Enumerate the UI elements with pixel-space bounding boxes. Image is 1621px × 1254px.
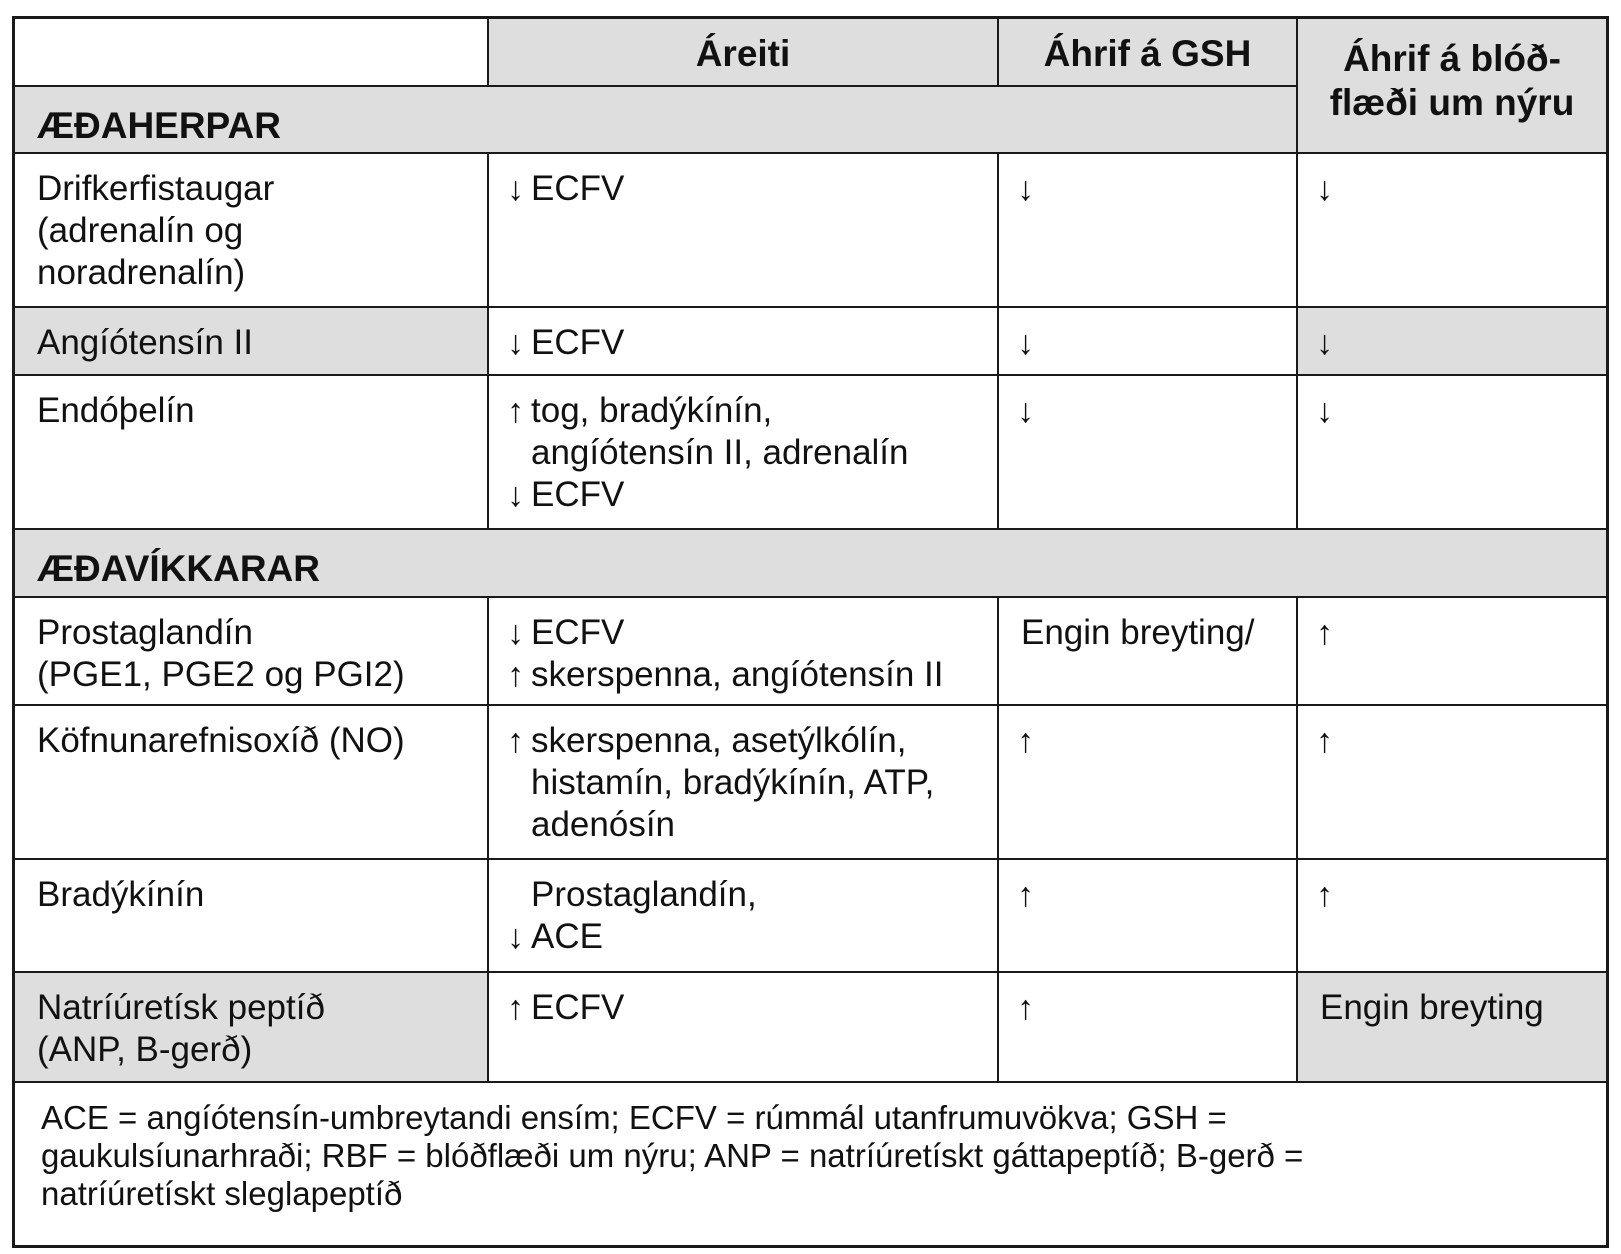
row-endothelin-rbf (1298, 376, 1606, 530)
row-angiotensin-name (15, 308, 489, 376)
section-vasoconstrictors: ÆÐAHERPAR (15, 87, 1298, 154)
up-arrow-icon: ↑ (1017, 722, 1034, 760)
stimulus-text: ECFV (531, 323, 625, 362)
row-nitric-oxide-stimulus (489, 706, 999, 860)
down-arrow-icon: ↓ (1316, 170, 1333, 208)
row-angiotensin-rbf (1298, 308, 1606, 376)
header-rbf-line2: flæði um nýru (1329, 82, 1575, 123)
header-empty-cell (15, 19, 489, 87)
stimulus-text: adenósín (531, 805, 676, 844)
row-nitric-oxide-gfr (999, 706, 1298, 860)
name-line: Prostaglandín (37, 613, 253, 652)
header-stimulus: Áreiti (489, 19, 999, 87)
stimulus-text: Prostaglandín, (531, 875, 757, 914)
row-bradykinin-name (15, 860, 489, 973)
name-line: Angíótensín II (37, 323, 253, 362)
name-line: Drifkerfistaugar (37, 169, 275, 208)
header-rbf-line1: Áhrif á blóð- (1343, 38, 1561, 79)
up-arrow-icon: ↑ (1316, 722, 1333, 760)
stimulus-text: tog, bradýkínín, (531, 391, 773, 430)
stimulus-text: skerspenna, angíótensín II (531, 655, 944, 694)
header-rbf-effect (1298, 19, 1606, 154)
up-arrow-icon: ↑ (1316, 876, 1333, 914)
row-sympathetic-stimulus (489, 154, 999, 308)
up-arrow-icon: ↑ (507, 392, 524, 430)
row-angiotensin-stimulus (489, 308, 999, 376)
stimulus-text: ECFV (531, 613, 625, 652)
table-grid (15, 19, 1606, 1083)
row-nitric-oxide-name (15, 706, 489, 860)
down-arrow-icon: ↓ (507, 614, 524, 652)
name-line: (adrenalín og (37, 211, 244, 250)
row-sympathetic-name (15, 154, 489, 308)
down-arrow-icon: ↓ (507, 476, 524, 514)
section-vasodilators: ÆÐAVÍKKARAR (15, 530, 1606, 598)
row-prostaglandin-name (15, 598, 489, 706)
up-arrow-icon: ↑ (507, 722, 524, 760)
stimulus-text: ECFV (531, 169, 625, 208)
row-prostaglandin-gfr (999, 598, 1298, 706)
footnote-line: natríúretískt sleglapeptíð (41, 1175, 403, 1212)
name-line: Endóþelín (37, 391, 195, 430)
up-arrow-icon: ↑ (507, 989, 524, 1027)
name-line: Köfnunarefnisoxíð (NO) (37, 721, 405, 760)
stimulus-text: angíótensín II, adrenalín (531, 433, 909, 472)
row-endothelin-name (15, 376, 489, 530)
row-natriuretic-rbf (1298, 973, 1606, 1083)
row-nitric-oxide-rbf (1298, 706, 1606, 860)
name-line: noradrenalín) (37, 253, 246, 292)
row-bradykinin-rbf (1298, 860, 1606, 973)
row-endothelin-stimulus (489, 376, 999, 530)
row-sympathetic-rbf (1298, 154, 1606, 308)
footnote (15, 1083, 1606, 1213)
row-sympathetic-gfr (999, 154, 1298, 308)
stimulus-text: ECFV (531, 988, 625, 1027)
name-line: (PGE1, PGE2 og PGI2) (37, 655, 405, 694)
row-endothelin-gfr (999, 376, 1298, 530)
down-arrow-icon: ↓ (507, 324, 524, 362)
row-bradykinin-gfr (999, 860, 1298, 973)
row-prostaglandin-stimulus (489, 598, 999, 706)
name-line: (ANP, B-gerð) (37, 1030, 253, 1069)
footnote-line: ACE = angíótensín-umbreytandi ensím; ECFV = rúmmál utanfrumuvökva; GSH = (41, 1099, 1227, 1136)
down-arrow-icon: ↓ (507, 170, 524, 208)
gfr-text: Engin breyting/ (1021, 613, 1255, 652)
down-arrow-icon: ↓ (1017, 324, 1034, 362)
regulators-table (12, 16, 1609, 1248)
stimulus-text: skerspenna, asetýlkólín, (531, 721, 907, 760)
rbf-text: Engin breyting (1320, 988, 1544, 1027)
up-arrow-icon: ↑ (1017, 989, 1034, 1027)
stimulus-text: ACE (531, 917, 603, 956)
up-arrow-icon: ↑ (1316, 614, 1333, 652)
up-arrow-icon: ↑ (507, 656, 524, 694)
row-natriuretic-gfr (999, 973, 1298, 1083)
down-arrow-icon: ↓ (1017, 170, 1034, 208)
down-arrow-icon: ↓ (1316, 324, 1333, 362)
row-bradykinin-stimulus (489, 860, 999, 973)
row-natriuretic-stimulus (489, 973, 999, 1083)
stimulus-text: ECFV (531, 475, 625, 514)
footnote-line: gaukulsíunarhraði; RBF = blóðflæði um nýru; ANP = natríúretískt gáttapeptíð; B-gerð = (41, 1137, 1304, 1174)
down-arrow-icon: ↓ (507, 918, 524, 956)
stimulus-text: histamín, bradýkínín, ATP, (531, 763, 935, 802)
row-natriuretic-name (15, 973, 489, 1083)
name-line: Bradýkínín (37, 875, 205, 914)
row-angiotensin-gfr (999, 308, 1298, 376)
header-gfr-effect: Áhrif á GSH (999, 19, 1298, 87)
down-arrow-icon: ↓ (1017, 392, 1034, 430)
name-line: Natríúretísk peptíð (37, 988, 325, 1027)
down-arrow-icon: ↓ (1316, 392, 1333, 430)
row-prostaglandin-rbf (1298, 598, 1606, 706)
up-arrow-icon: ↑ (1017, 876, 1034, 914)
